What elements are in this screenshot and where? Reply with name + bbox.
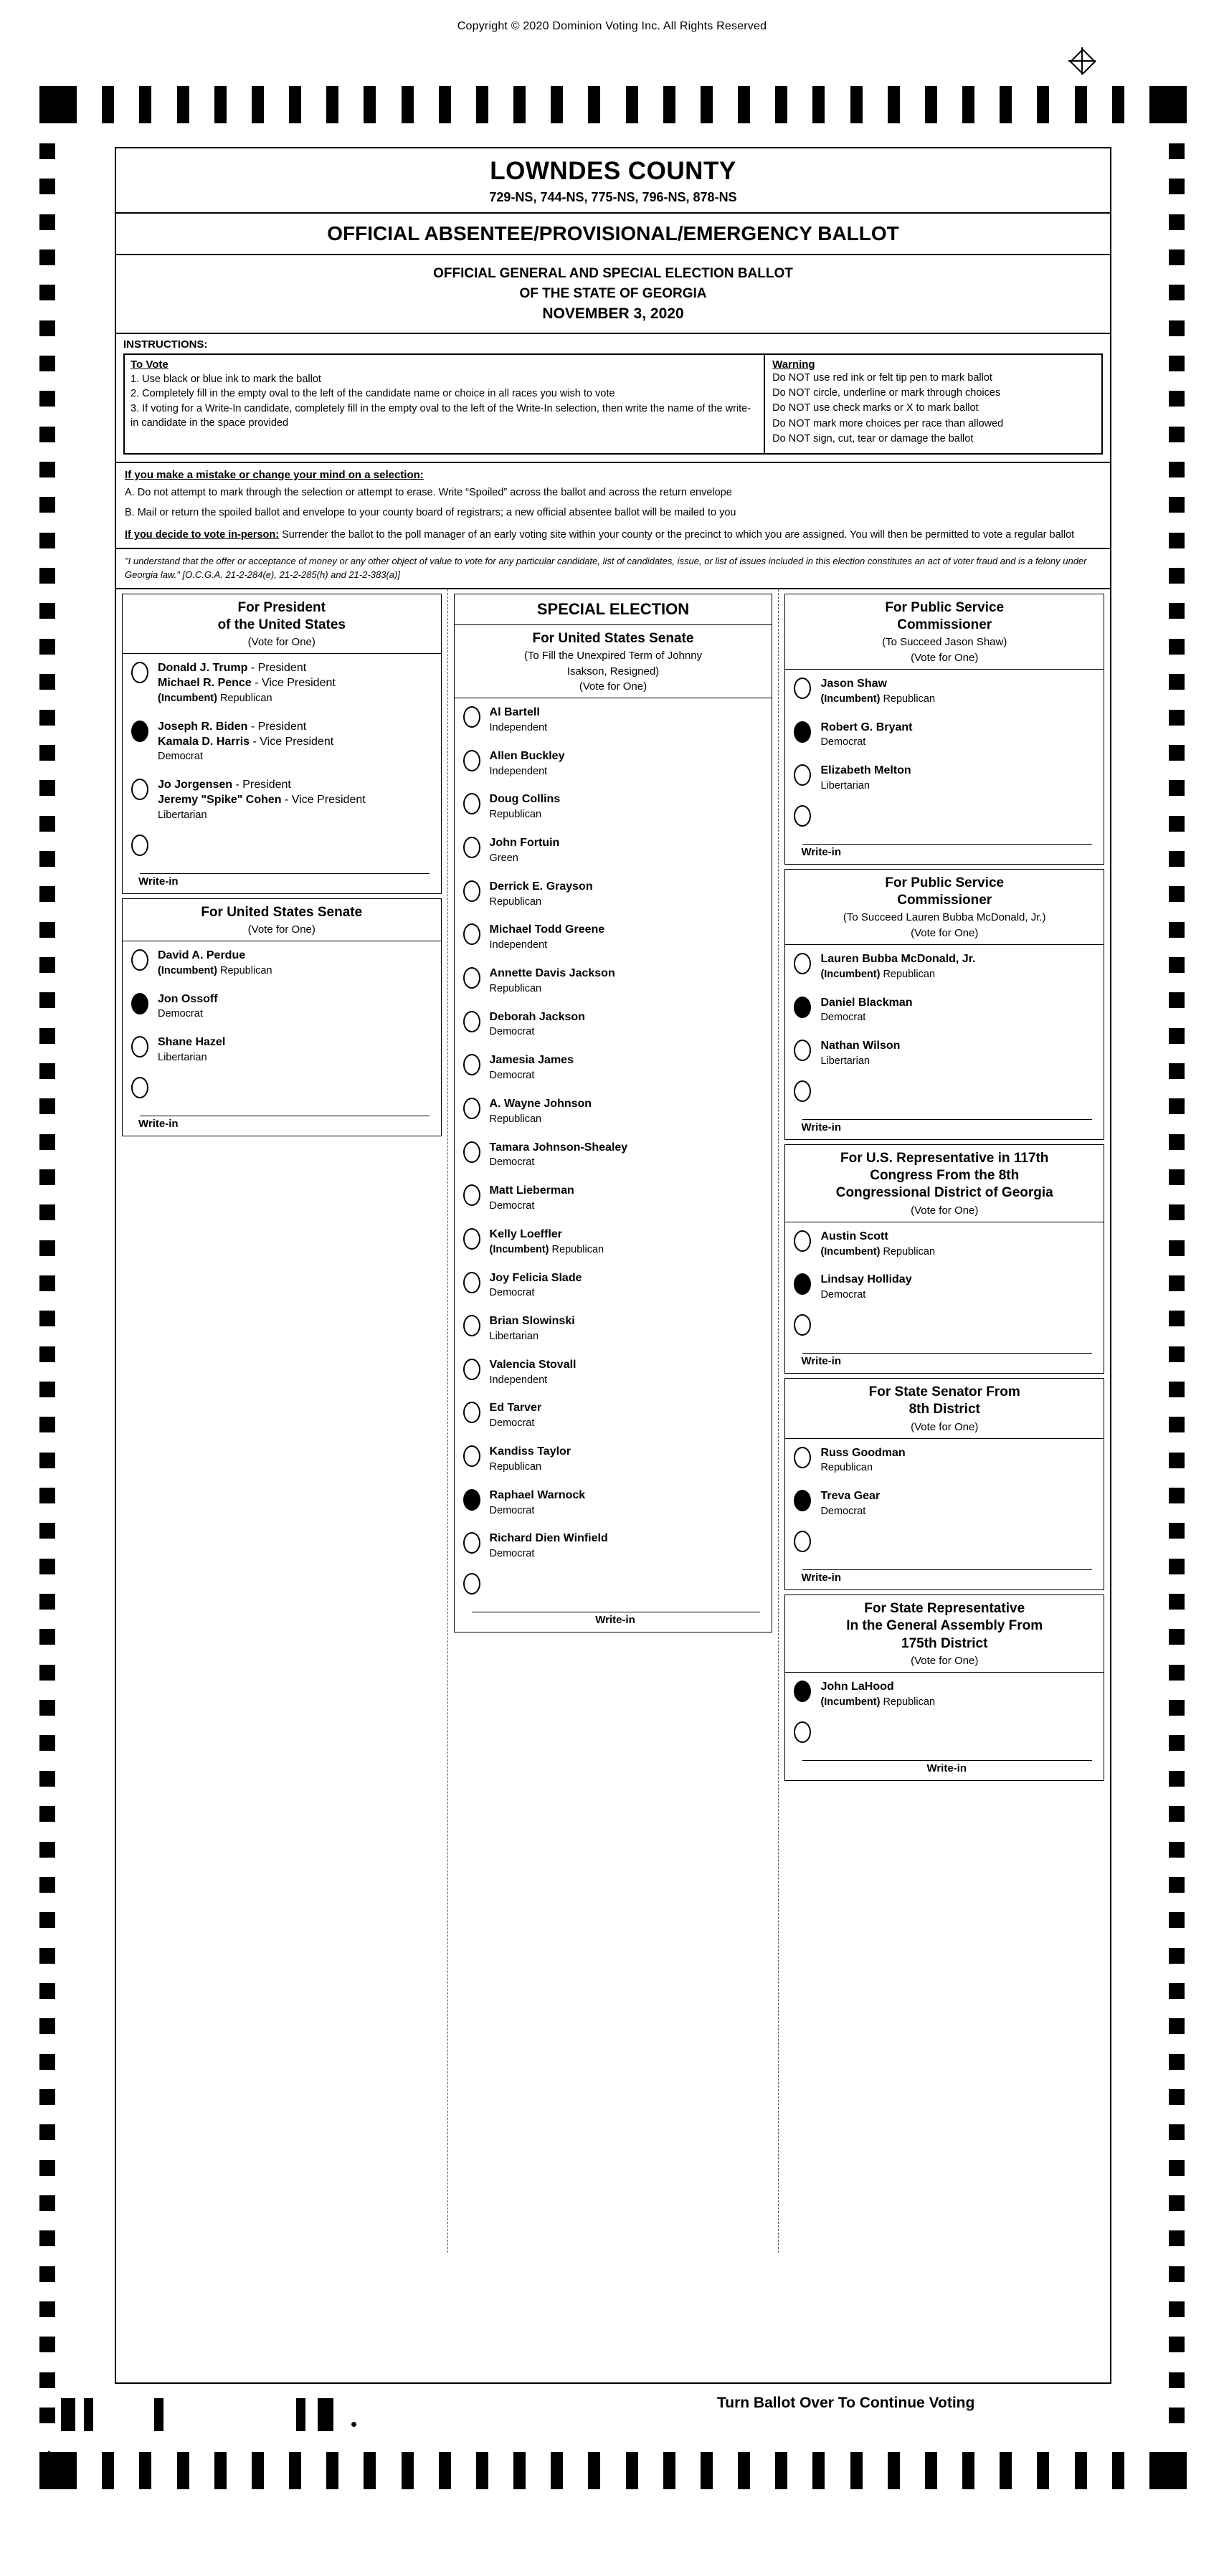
party-label: Democrat: [489, 1504, 535, 1516]
candidate-option[interactable]: [785, 756, 1104, 800]
candidate-name: Robert G. Bryant: [820, 721, 913, 733]
candidate-option[interactable]: [455, 1437, 772, 1481]
to-vote-item: 3. If voting for a Write-In candidate, completely fill in the empty oval to the left of the Write-In selection, then write the name of the write-in candidate in the space provided: [131, 402, 751, 429]
party-label: Republican: [489, 895, 542, 908]
warning-block: [765, 355, 1101, 453]
candidate-name: Brian Slowinski: [489, 1315, 575, 1328]
candidate-option[interactable]: [123, 941, 441, 985]
warning-item: Do NOT sign, cut, tear or damage the ballot: [772, 433, 974, 445]
candidate-name: Kandiss Taylor: [489, 1445, 571, 1458]
write-in-label: Write-in: [138, 1117, 179, 1130]
candidate-option[interactable]: [785, 1673, 1104, 1716]
vote-oval[interactable]: [794, 721, 811, 743]
candidate-option[interactable]: [785, 945, 1104, 989]
write-in-option[interactable]: [455, 1568, 772, 1596]
vote-oval[interactable]: [794, 1040, 811, 1061]
mistake-heading: If you make a mistake or change your mind on a selection:: [125, 468, 424, 481]
candidate-name: A. Wayne Johnson: [489, 1097, 592, 1110]
party-label: Democrat: [489, 1156, 535, 1169]
contest-us-senate: [122, 898, 442, 1136]
contest-title-line: For U.S. Representative in 117th: [840, 1150, 1049, 1166]
party-label: Democrat: [489, 1200, 535, 1212]
vote-oval[interactable]: [463, 1098, 480, 1119]
contest-psc-mcdonald: [784, 869, 1104, 1140]
ballot-body: [115, 147, 1111, 2384]
vote-oval[interactable]: [131, 721, 148, 742]
running-mate-office: - Vice President: [252, 735, 334, 748]
contest-title-line: For United States Senate: [201, 904, 363, 920]
instructions-section: [116, 334, 1110, 463]
vote-oval[interactable]: [794, 1273, 811, 1295]
candidate-office: - President: [250, 720, 307, 733]
vote-oval[interactable]: [794, 953, 811, 974]
contest-title-line: Congressional District of Georgia: [835, 1185, 1053, 1201]
running-mate-name: Michael R. Pence: [158, 677, 252, 690]
write-in-label: Write-in: [595, 1614, 635, 1627]
contest-header: [785, 870, 1104, 945]
contest-header: [455, 625, 772, 698]
county-header: [116, 148, 1110, 214]
contest-subtitle-line: (To Succeed Lauren Bubba McDonald, Jr.): [843, 911, 1046, 924]
party-label: Republican: [820, 1462, 873, 1474]
candidate-name: Russ Goodman: [820, 1446, 906, 1459]
mistake-instructions: [116, 463, 1110, 549]
candidate-option[interactable]: [785, 1222, 1104, 1266]
vote-oval[interactable]: [463, 1445, 480, 1467]
candidate-option[interactable]: [455, 829, 772, 873]
ballot-column-1: [116, 589, 447, 2253]
party-label: Independent: [489, 765, 548, 777]
copyright-notice: Copyright © 2020 Dominion Voting Inc. All Rights Reserved: [457, 20, 767, 32]
contest-subtitle-line: (To Succeed Jason Shaw): [882, 636, 1007, 649]
write-in-label: Write-in: [138, 875, 179, 888]
candidate-name: Kelly Loeffler: [489, 1227, 562, 1240]
contest-header: [123, 899, 441, 941]
vote-for-instruction: (Vote for One): [911, 651, 979, 664]
vote-oval[interactable]: [463, 1315, 480, 1336]
candidate-option[interactable]: [455, 916, 772, 959]
party-label: Libertarian: [489, 1330, 539, 1342]
candidate-option[interactable]: [123, 654, 441, 712]
candidate-option[interactable]: [785, 1032, 1104, 1075]
candidate-name: Daniel Blackman: [820, 996, 913, 1009]
running-mate-name: Kamala D. Harris: [158, 735, 250, 748]
party-label: Republican: [220, 964, 272, 976]
vote-oval[interactable]: [794, 1314, 811, 1336]
to-vote-heading: To Vote: [131, 358, 169, 371]
vote-oval[interactable]: [463, 1141, 480, 1163]
party-label: Libertarian: [158, 1052, 207, 1064]
candidate-option[interactable]: [455, 1003, 772, 1047]
running-mate-office: - Vice President: [255, 677, 336, 690]
party-label: Democrat: [489, 1548, 535, 1560]
contest-title-line: For State Senator From: [868, 1384, 1020, 1400]
candidate-option[interactable]: [455, 1481, 772, 1525]
contest-header: [785, 1145, 1104, 1222]
vote-for-instruction: (Vote for One): [579, 680, 647, 693]
candidate-name: Matt Lieberman: [489, 1184, 574, 1197]
instructions-label: INSTRUCTIONS:: [123, 338, 208, 351]
timing-marks-bottom: [39, 2452, 1187, 2489]
vote-oval[interactable]: [131, 1077, 148, 1098]
vote-oval[interactable]: [463, 1402, 480, 1423]
party-label: Democrat: [489, 1026, 535, 1038]
warning-heading: Warning: [772, 358, 815, 371]
vote-for-instruction: (Vote for One): [247, 923, 316, 936]
contest-state-senator-8: [784, 1378, 1104, 1590]
warning-item: Do NOT use red ink or felt tip pen to mark ballot: [772, 371, 992, 384]
to-vote-item: 1. Use black or blue ink to mark the ballot: [131, 373, 321, 385]
candidate-name: Al Bartell: [489, 706, 540, 719]
contest-title-line: Congress From the 8th: [870, 1168, 1020, 1184]
contest-special-election: [454, 594, 773, 1632]
candidate-name: Richard Dien Winfield: [489, 1532, 608, 1545]
candidate-name: Derrick E. Grayson: [489, 880, 593, 893]
vote-oval[interactable]: [794, 1490, 811, 1511]
turn-ballot-notice: Turn Ballot Over To Continue Voting: [717, 2395, 975, 2411]
candidate-option[interactable]: [455, 1307, 772, 1351]
candidate-option[interactable]: [123, 985, 441, 1029]
candidate-option[interactable]: [455, 1177, 772, 1220]
official-ballot-title: OFFICIAL ABSENTEE/PROVISIONAL/EMERGENCY BALLOT: [116, 214, 1110, 255]
write-in-option[interactable]: [785, 1309, 1104, 1337]
candidate-name: Annette Davis Jackson: [489, 967, 615, 980]
candidate-option[interactable]: [455, 1090, 772, 1133]
candidate-name: Doug Collins: [489, 793, 561, 806]
vote-oval[interactable]: [794, 1080, 811, 1102]
candidate-name: Donald J. Trump: [158, 662, 248, 675]
vote-oval[interactable]: [131, 662, 148, 683]
write-in-option[interactable]: [123, 1072, 441, 1100]
vote-oval[interactable]: [463, 750, 480, 771]
warning-item: Do NOT circle, underline or mark through choices: [772, 386, 1001, 399]
write-in-label: Write-in: [926, 1762, 967, 1774]
candidate-name: Tamara Johnson-Shealey: [489, 1141, 628, 1154]
party-label: Democrat: [158, 1008, 203, 1020]
vote-oval[interactable]: [794, 1447, 811, 1468]
candidate-option[interactable]: [455, 1264, 772, 1308]
running-mate-name: Jeremy "Spike" Cohen: [158, 794, 282, 807]
candidate-name: Lauren Bubba McDonald, Jr.: [820, 952, 976, 965]
party-label: Republican: [883, 1696, 936, 1708]
ballot-columns: [116, 589, 1110, 2253]
lower-timing-marks: [39, 2398, 384, 2433]
write-in-label: Write-in: [801, 1355, 842, 1368]
incumbent-label: (Incumbent): [158, 964, 217, 976]
candidate-name: Jon Ossoff: [158, 992, 218, 1005]
candidate-option[interactable]: [455, 873, 772, 916]
county-name: LOWNDES COUNTY: [490, 157, 736, 185]
write-in-label: Write-in: [801, 1571, 842, 1584]
party-label: Independent: [489, 939, 548, 951]
to-vote-block: [125, 355, 765, 453]
vote-oval[interactable]: [463, 1272, 480, 1293]
candidate-name: Jason Shaw: [820, 677, 887, 690]
vote-oval[interactable]: [463, 1054, 480, 1075]
write-in-label: Write-in: [801, 1121, 842, 1133]
contest-subtitle-line: Isakson, Resigned): [566, 665, 660, 678]
in-person-text: Surrender the ballot to the poll manager of an early voting site within your county or the precinct to which you are assigned. You will then be permitted to vote a regular ballot: [279, 529, 1075, 541]
candidate-option[interactable]: [455, 959, 772, 1003]
contest-title-line: Commissioner: [897, 893, 992, 908]
mistake-option-b: B. Mail or return the spoiled ballot and envelope to your county board of registrars; a new official absentee ballot will be mailed to you: [125, 506, 736, 518]
special-election-title: SPECIAL ELECTION: [536, 599, 690, 618]
candidate-option[interactable]: [785, 1439, 1104, 1483]
candidate-name: Michael Todd Greene: [489, 923, 605, 936]
write-in-label: Write-in: [801, 845, 842, 858]
vote-oval[interactable]: [131, 779, 148, 800]
incumbent-label: (Incumbent): [820, 1245, 881, 1258]
candidate-name: John Fortuin: [489, 837, 560, 850]
candidate-option[interactable]: [455, 1220, 772, 1264]
candidate-name: Allen Buckley: [489, 749, 565, 762]
contest-title-line: 8th District: [908, 1402, 980, 1417]
ballot-column-3: [779, 589, 1110, 2253]
candidate-option[interactable]: [455, 1351, 772, 1394]
in-person-heading: If you decide to vote in-person:: [125, 529, 280, 541]
party-label: Independent: [489, 722, 548, 733]
vote-oval[interactable]: [131, 835, 148, 856]
vote-oval[interactable]: [794, 997, 811, 1018]
candidate-option[interactable]: [123, 1028, 441, 1072]
party-label: Democrat: [820, 1012, 866, 1024]
candidate-name: Shane Hazel: [158, 1036, 226, 1049]
contest-header: [785, 594, 1104, 670]
party-label: Republican: [489, 982, 542, 994]
contest-title-line: For United States Senate: [532, 630, 694, 646]
candidate-name: Treva Gear: [820, 1490, 881, 1503]
timing-marks-left: [39, 143, 55, 2423]
vote-oval[interactable]: [131, 1036, 148, 1058]
candidate-office: - President: [235, 779, 291, 792]
in-person-instruction: [125, 528, 1101, 543]
candidate-option[interactable]: [455, 785, 772, 829]
vote-for-instruction: (Vote for One): [911, 1420, 979, 1433]
party-label: Republican: [883, 693, 936, 705]
candidate-name: Valencia Stovall: [489, 1358, 577, 1371]
candidate-name: Elizabeth Melton: [820, 764, 911, 777]
party-label: Republican: [883, 1245, 936, 1258]
contest-header: [785, 1379, 1104, 1439]
vote-for-instruction: (Vote for One): [911, 926, 979, 939]
candidate-option[interactable]: [785, 1265, 1104, 1309]
contest-title-line: For President: [237, 599, 326, 615]
vote-oval[interactable]: [131, 993, 148, 1014]
vote-oval[interactable]: [463, 1011, 480, 1032]
write-in-option[interactable]: [785, 800, 1104, 828]
precinct-list: 729-NS, 744-NS, 775-NS, 796-NS, 878-NS: [489, 190, 737, 204]
vote-oval[interactable]: [794, 1531, 811, 1552]
vote-oval[interactable]: [463, 706, 480, 728]
candidate-option[interactable]: [455, 698, 772, 742]
contest-title-line: For Public Service: [885, 875, 1005, 890]
voter-fraud-oath: "I understand that the offer or acceptance of money or any other object of value to vote for any particular candidate, list of candidates, issue, or list of issues included in this election constitutes an act of voter fraud and is a felony under Georgia law." [O.C.G.A. 21-2-284(e), 21-2-285(h) and 21-2-383(a)]: [116, 549, 1110, 589]
contest-header: [785, 1595, 1104, 1673]
contest-president: [122, 594, 442, 894]
vote-oval[interactable]: [794, 805, 811, 827]
vote-oval[interactable]: [794, 1681, 811, 1702]
vote-oval[interactable]: [463, 1573, 480, 1594]
party-label: Libertarian: [158, 809, 207, 821]
mistake-option-a: A. Do not attempt to mark through the selection or attempt to erase. Write “Spoiled” across the ballot and across the return envelope: [125, 486, 732, 498]
contest-title-line: For State Representative: [864, 1600, 1025, 1616]
contest-title-line: Commissioner: [897, 617, 992, 633]
party-label: Republican: [489, 1113, 542, 1125]
party-label: Democrat: [489, 1417, 535, 1430]
candidate-office: - President: [250, 662, 307, 675]
vote-oval[interactable]: [463, 923, 480, 945]
vote-oval[interactable]: [794, 1230, 811, 1252]
party-label: Democrat: [820, 1289, 866, 1301]
vote-oval[interactable]: [794, 678, 811, 699]
party-label: Libertarian: [820, 1055, 870, 1067]
party-label: Libertarian: [820, 779, 870, 792]
incumbent-label: (Incumbent): [820, 1696, 881, 1708]
candidate-name: Raphael Warnock: [489, 1488, 586, 1501]
vote-oval[interactable]: [463, 967, 480, 989]
candidate-name: Joseph R. Biden: [158, 720, 248, 733]
general-line-2: OF THE STATE OF GEORGIA: [519, 285, 707, 301]
contest-title-line: For Public Service: [885, 599, 1005, 615]
candidate-option[interactable]: [123, 713, 441, 771]
vote-oval[interactable]: [794, 764, 811, 786]
alignment-dot-icon: [351, 2422, 356, 2427]
candidate-option[interactable]: [455, 742, 772, 786]
vote-oval[interactable]: [131, 949, 148, 971]
candidate-option[interactable]: [785, 1482, 1104, 1526]
party-label: Independent: [489, 1374, 548, 1386]
vote-oval[interactable]: [463, 880, 480, 902]
election-date: NOVEMBER 3, 2020: [542, 305, 684, 323]
warning-item: Do NOT mark more choices per race than allowed: [772, 417, 1004, 429]
contest-header: [123, 594, 441, 655]
vote-for-instruction: (Vote for One): [247, 636, 316, 649]
registration-target-icon: [1068, 47, 1096, 75]
general-line-1: OFFICIAL GENERAL AND SPECIAL ELECTION BALLOT: [433, 266, 793, 281]
write-in-option[interactable]: [785, 1716, 1104, 1744]
incumbent-label: (Incumbent): [820, 968, 881, 980]
party-label: Democrat: [820, 1506, 866, 1518]
incumbent-label: (Incumbent): [158, 692, 217, 704]
write-in-option[interactable]: [785, 1075, 1104, 1103]
party-label: Green: [489, 852, 518, 864]
candidate-name: Jo Jorgensen: [158, 779, 233, 792]
general-election-header: [116, 255, 1110, 334]
contest-state-rep-175: [784, 1594, 1104, 1781]
candidate-name: Austin Scott: [820, 1230, 888, 1242]
party-label: Republican: [551, 1243, 604, 1255]
to-vote-item: 2. Completely fill in the empty oval to the left of the candidate name or choice in all races you wish to vote: [131, 388, 615, 400]
party-label: Democrat: [820, 736, 866, 748]
candidate-name: Joy Felicia Slade: [489, 1271, 582, 1284]
vote-for-instruction: (Vote for One): [911, 1654, 979, 1667]
party-label: Republican: [489, 809, 542, 821]
contest-title-line: 175th District: [901, 1635, 988, 1651]
timing-marks-top: [39, 86, 1187, 123]
candidate-name: Nathan Wilson: [820, 1040, 901, 1052]
vote-oval[interactable]: [463, 1359, 480, 1380]
candidate-option[interactable]: [455, 1524, 772, 1568]
contest-us-rep-8: [784, 1144, 1104, 1374]
incumbent-label: (Incumbent): [820, 693, 881, 705]
timing-marks-right: [1169, 143, 1185, 2423]
running-mate-office: - Vice President: [285, 794, 366, 807]
party-label: Democrat: [158, 751, 203, 763]
contest-subtitle-line: (To Fill the Unexpired Term of Johnny: [523, 650, 703, 662]
candidate-option[interactable]: [785, 989, 1104, 1032]
party-label: Democrat: [489, 1070, 535, 1082]
party-label: Republican: [489, 1460, 542, 1473]
candidate-option[interactable]: [455, 1046, 772, 1090]
special-election-header: [455, 594, 772, 625]
incumbent-label: (Incumbent): [489, 1243, 549, 1255]
vote-oval[interactable]: [794, 1721, 811, 1743]
candidate-name: Jamesia James: [489, 1054, 574, 1067]
vote-oval[interactable]: [463, 1184, 480, 1206]
warning-item: Do NOT use check marks or X to mark ballot: [772, 402, 979, 414]
candidate-option[interactable]: [455, 1394, 772, 1437]
vote-oval[interactable]: [463, 837, 480, 858]
party-label: Republican: [883, 968, 936, 980]
candidate-option[interactable]: [785, 670, 1104, 713]
write-in-option[interactable]: [123, 830, 441, 857]
vote-oval[interactable]: [463, 1489, 480, 1511]
candidate-name: David A. Perdue: [158, 949, 246, 961]
candidate-name: Deborah Jackson: [489, 1010, 585, 1023]
vote-for-instruction: (Vote for One): [911, 1204, 979, 1217]
contest-title-line: of the United States: [217, 617, 346, 633]
contest-title-line: In the General Assembly From: [846, 1618, 1043, 1634]
party-label: Democrat: [489, 1287, 535, 1299]
vote-oval[interactable]: [463, 793, 480, 814]
ballot-column-2: [447, 589, 779, 2253]
contest-psc-shaw: [784, 594, 1104, 865]
write-in-option[interactable]: [785, 1526, 1104, 1554]
party-label: Republican: [220, 692, 272, 704]
candidate-option[interactable]: [123, 771, 441, 829]
candidate-option[interactable]: [785, 713, 1104, 757]
vote-oval[interactable]: [463, 1228, 480, 1250]
vote-oval[interactable]: [463, 1532, 480, 1554]
candidate-name: Ed Tarver: [489, 1402, 542, 1415]
candidate-name: John LaHood: [820, 1680, 894, 1693]
candidate-option[interactable]: [455, 1133, 772, 1177]
candidate-name: Lindsay Holliday: [820, 1273, 912, 1286]
